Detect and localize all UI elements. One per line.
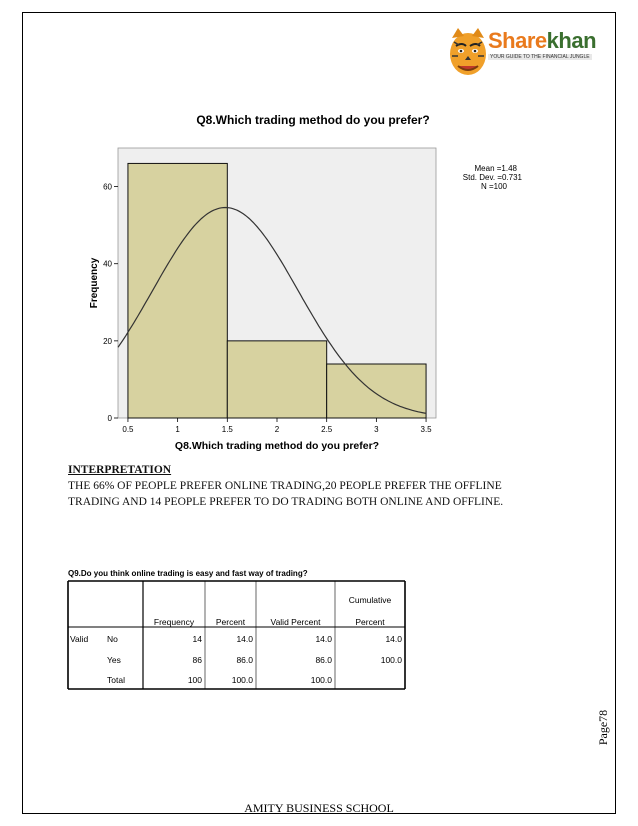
cell-cumulative: 14.0 — [385, 634, 402, 644]
row-label: Total — [107, 675, 125, 685]
logo-word-share: Share — [488, 28, 547, 53]
x-tick-label: 3.5 — [420, 425, 432, 434]
cell-frequency: 100 — [187, 675, 202, 685]
table-title: Q9.Do you think online trading is easy and fast way of trading? — [68, 569, 308, 578]
cell-frequency: 14 — [192, 634, 202, 644]
page-number-text: Page78 — [596, 709, 611, 746]
cell-percent: 86.0 — [236, 655, 253, 665]
header-cumulative: Cumulative — [348, 595, 392, 605]
logo-word-khan: khan — [546, 28, 597, 53]
interpretation-line-2: TRADING AND 14 PEOPLE PREFER TO DO TRADING BOTH ONLINE AND OFFLINE. — [68, 496, 504, 508]
y-tick-label: 40 — [103, 259, 112, 269]
x-tick-label: 2 — [274, 425, 280, 434]
x-tick-label: 1.5 — [221, 425, 233, 434]
cell-cumulative: 100.0 — [380, 655, 402, 665]
y-tick-label: 0 — [107, 414, 112, 423]
x-tick-label: 0.5 — [122, 425, 134, 434]
row-group-valid: Valid — [70, 634, 89, 644]
y-tick-label: 60 — [103, 182, 112, 192]
cell-percent: 14.0 — [236, 634, 253, 644]
x-axis-label: Q8.Which trading method do you prefer? — [174, 440, 380, 452]
x-tick-label: 3 — [374, 425, 379, 434]
cell-percent: 100.0 — [231, 675, 253, 685]
x-tick-label: 1 — [175, 425, 180, 434]
stats-mean: Mean =1.48 — [474, 164, 517, 173]
footer: AMITY BUSINESS SCHOOL — [244, 801, 394, 815]
histogram-bar — [128, 163, 227, 418]
page-number — [598, 706, 618, 750]
stats-sd: Std. Dev. =0.731 — [462, 173, 522, 182]
interpretation-heading: INTERPRETATION — [68, 464, 172, 476]
header-percent: Percent — [215, 617, 246, 627]
cell-valid-percent: 100.0 — [310, 675, 332, 685]
header-frequency: Frequency — [153, 617, 195, 627]
header-cumulative-percent: Percent — [355, 617, 385, 627]
interpretation-line-1: THE 66% OF PEOPLE PREFER ONLINE TRADING,20 PEOPLE PREFER THE OFFLINE — [68, 480, 502, 492]
header-valid-percent: Valid Percent — [270, 617, 321, 627]
y-tick-label: 20 — [103, 336, 112, 346]
x-tick-label: 2.5 — [321, 425, 333, 434]
histogram-bar — [227, 341, 326, 418]
cell-valid-percent: 14.0 — [315, 634, 332, 644]
logo-tagline: YOUR GUIDE TO THE FINANCIAL JUNGLE — [490, 54, 590, 60]
cell-frequency: 86 — [192, 655, 202, 665]
cell-valid-percent: 86.0 — [315, 655, 332, 665]
frequency-table — [68, 581, 405, 689]
row-label: Yes — [107, 655, 121, 665]
chart-title: Q8.Which trading method do you prefer? — [196, 113, 430, 127]
row-label: No — [107, 634, 118, 644]
y-axis-label: Frequency — [89, 257, 100, 309]
interpretation-block — [68, 462, 568, 510]
stats-n: N =100 — [480, 182, 507, 191]
